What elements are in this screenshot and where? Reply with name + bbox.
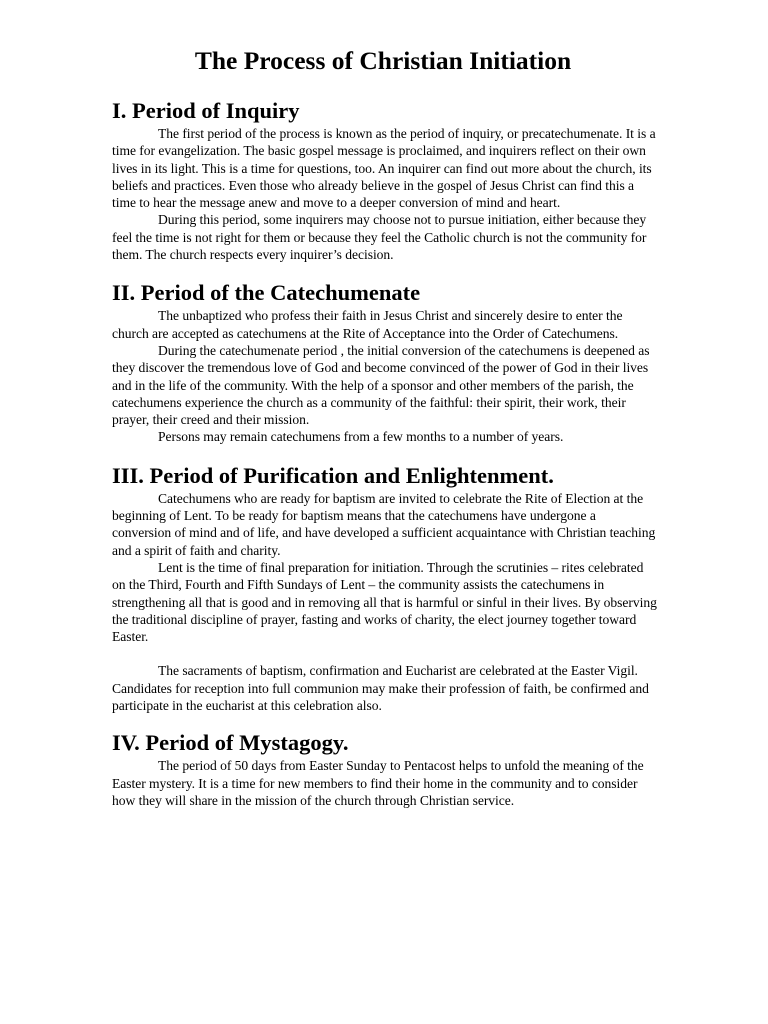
paragraph: Persons may remain catechumens from a few months to a number of years. — [158, 429, 564, 445]
document-page — [112, 44, 658, 809]
section-heading: III. Period of Purification and Enlightenment. — [112, 462, 554, 488]
paragraph: Catechumens who are ready for baptism are invited to celebrate the Rite of Election at the beginning of Lent. To be ready for baptism means that the catechumens have undergone a conversion of mind and of life, and have developed a sufficient acquaintance with Christian teaching and a spirit of faith and charity. — [112, 490, 656, 558]
section-heading: IV. Period of Mystagogy. — [112, 730, 349, 756]
paragraph: During the catechumenate period , the initial conversion of the catechumens is deepened as they discover the tremendous love of God and become convinced of the power of God in their lives and in the life of the community. With the help of a sponsor and other members of the parish, the catechumens experience the church as a community of the faithful: their spirit, their work, their prayer, their creed and their mission. — [112, 342, 650, 428]
section-period-of-catechumenate — [112, 279, 658, 445]
section-heading: I. Period of Inquiry — [112, 98, 300, 123]
paragraph: The first period of the process is known as the period of inquiry, or precatechumenate. It is a time for evangelization. The basic gospel message is proclaimed, and inquirers reflect on their own lives in its light. This is a time for questions, too. An inquirer can find out more about the church, its beliefs and practices. Even those who already believe in the gospel of Jesus Christ can find this a time to hear the message anew and move to a deeper conversion of mind and heart. — [112, 126, 656, 211]
paragraph: The unbaptized who profess their faith in Jesus Christ and sincerely desire to enter the church are accepted as catechumens at the Rite of Acceptance into the Order of Catechumens. — [112, 308, 623, 341]
section-period-of-inquiry — [112, 97, 658, 263]
section-period-of-mystagogy — [112, 729, 658, 809]
paragraph: Lent is the time of final preparation for initiation. Through the scrutinies – rites celebrated on the Third, Fourth and Fifth Sundays of Lent – the community assists the catechumens in strengthening all that is good and in removing all that is harmful or sinful in their lives. By observing the traditional discipline of prayer, fasting and works of charity, the elect journey together toward Easter. — [112, 559, 657, 645]
paragraph: The sacraments of baptism, confirmation and Eucharist are celebrated at the Easter Vigil. Candidates for reception into full communion may make their profession of faith, be confirmed and participate in the eucharist at this celebration also. — [112, 663, 649, 714]
paragraph: During this period, some inquirers may choose not to pursue initiation, either because they feel the time is not right for them or because they feel the Catholic church is not the community for them. The church respects every inquirer’s decision. — [112, 212, 647, 263]
section-period-of-purification — [112, 462, 658, 715]
paragraph-spacer — [112, 645, 658, 662]
section-heading: II. Period of the Catechumenate — [112, 280, 421, 306]
paragraph: The period of 50 days from Easter Sunday to Pentacost helps to unfold the meaning of the Easter mystery. It is a time for new members to find their home in the community and to consider how they will share in the mission of the church through Christian service. — [112, 758, 644, 808]
document-title: The Process of Christian Initiation — [194, 46, 572, 75]
